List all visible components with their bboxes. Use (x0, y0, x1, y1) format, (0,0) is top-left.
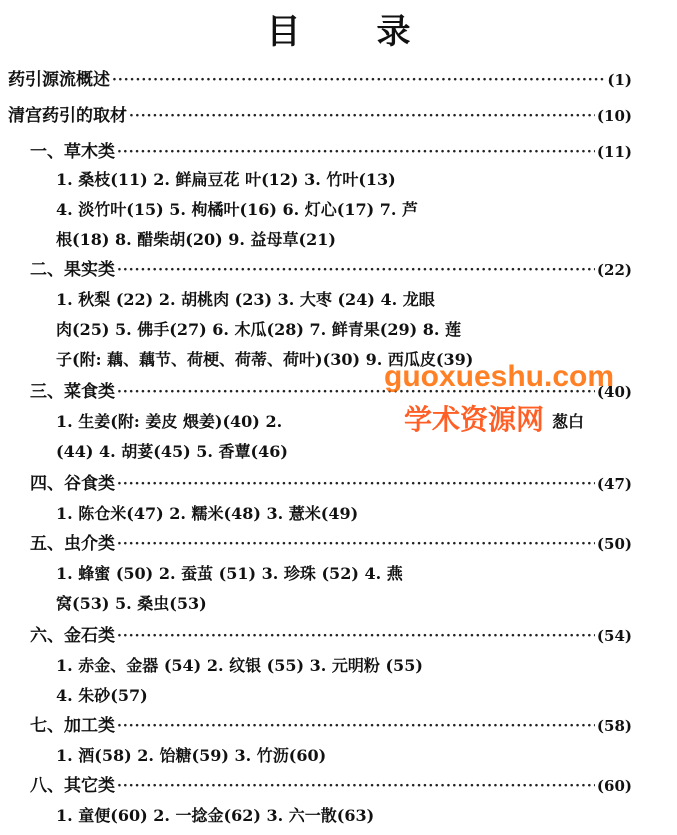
leader-dots (112, 66, 605, 94)
toc-sub-line: 1. 陈仓米(47) 2. 糯米(48) 3. 薏米(49) (56, 504, 359, 523)
toc-entry (30, 772, 632, 800)
toc-sub-line: 子(附: 藕、藕节、荷梗、荷蒂、荷叶)(30) 9. 西瓜皮(39) (56, 350, 474, 369)
toc-sub-line: 4. 淡竹叶(15) 5. 枸橘叶(16) 6. 灯心(17) 7. 芦 (56, 200, 419, 219)
toc-entry-label: 二、果实类 (30, 260, 115, 280)
toc-fragment: 葱白 (552, 412, 585, 431)
title-char-1: 目 (266, 12, 301, 52)
toc-entry (8, 66, 632, 94)
toc-entry-label: 七、加工类 (30, 716, 115, 736)
leader-dots (117, 712, 595, 740)
toc-sub-line: 肉(25) 5. 佛手(27) 6. 木瓜(28) 7. 鲜青果(29) 8. 莲 (56, 320, 462, 339)
toc-entry-page: (58) (596, 717, 632, 735)
toc-entry-label: 清宫药引的取材 (8, 106, 127, 126)
toc-entry-page: (47) (596, 475, 632, 493)
toc-entry-page: (11) (596, 143, 632, 161)
toc-entry (30, 622, 632, 650)
toc-entry-page: (22) (596, 261, 632, 279)
toc-sub-line: 1. 赤金、金器 (54) 2. 纹银 (55) 3. 元明粉 (55) (56, 656, 423, 675)
toc-entry-page: (40) (596, 383, 632, 401)
toc-entry-page: (1) (607, 71, 632, 89)
toc-entry-label: 三、菜食类 (30, 382, 115, 402)
toc-entry (30, 470, 632, 498)
title-char-2: 录 (376, 12, 411, 52)
toc-sub-line: (44) 4. 胡荽(45) 5. 香蕈(46) (56, 442, 288, 461)
toc-entry (30, 256, 632, 284)
leader-dots (117, 138, 595, 166)
toc-sub-line: 窝(53) 5. 桑虫(53) (56, 594, 207, 613)
toc-entry-label: 药引源流概述 (8, 70, 110, 90)
toc-sub-line: 1. 桑枝(11) 2. 鲜扁豆花 叶(12) 3. 竹叶(13) (56, 170, 396, 189)
leader-dots (117, 256, 595, 284)
toc-entry-page: (60) (596, 777, 632, 795)
toc-entry (30, 530, 632, 558)
page-title (0, 4, 677, 53)
toc-entry-page: (10) (596, 107, 632, 125)
leader-dots (117, 622, 595, 650)
leader-dots (117, 530, 595, 558)
leader-dots (117, 772, 595, 800)
toc-entry-label: 一、草木类 (30, 142, 115, 162)
toc-sub-line: 1. 酒(58) 2. 饴糖(59) 3. 竹沥(60) (56, 746, 327, 765)
toc-entry-label: 六、金石类 (30, 626, 115, 646)
toc-sub-line: 根(18) 8. 醋柴胡(20) 9. 益母草(21) (56, 230, 336, 249)
toc-sub-line: 4. 朱砂(57) (56, 686, 148, 705)
toc-entry (30, 138, 632, 166)
leader-dots (117, 470, 595, 498)
leader-dots (129, 102, 595, 130)
toc-entry-label: 四、谷食类 (30, 474, 115, 494)
toc-sub-line: 1. 童便(60) 2. 一捻金(62) 3. 六一散(63) (56, 806, 375, 825)
toc-sub-line: 1. 生姜(附: 姜皮 煨姜)(40) 2. (56, 412, 283, 431)
toc-sub-line: 1. 秋梨 (22) 2. 胡桃肉 (23) 3. 大枣 (24) 4. 龙眼 (56, 290, 435, 309)
toc-entry (8, 102, 632, 130)
toc-entry (30, 712, 632, 740)
toc-sub-line: 1. 蜂蜜 (50) 2. 蚕茧 (51) 3. 珍珠 (52) 4. 燕 (56, 564, 403, 583)
toc-entry-label: 五、虫介类 (30, 534, 115, 554)
toc-entry-page: (54) (596, 627, 632, 645)
watermark-site: guoxueshu.com (384, 360, 615, 393)
watermark-name: 学术资源网 (404, 404, 545, 435)
toc-entry-label: 八、其它类 (30, 776, 115, 796)
toc-entry-page: (50) (596, 535, 632, 553)
